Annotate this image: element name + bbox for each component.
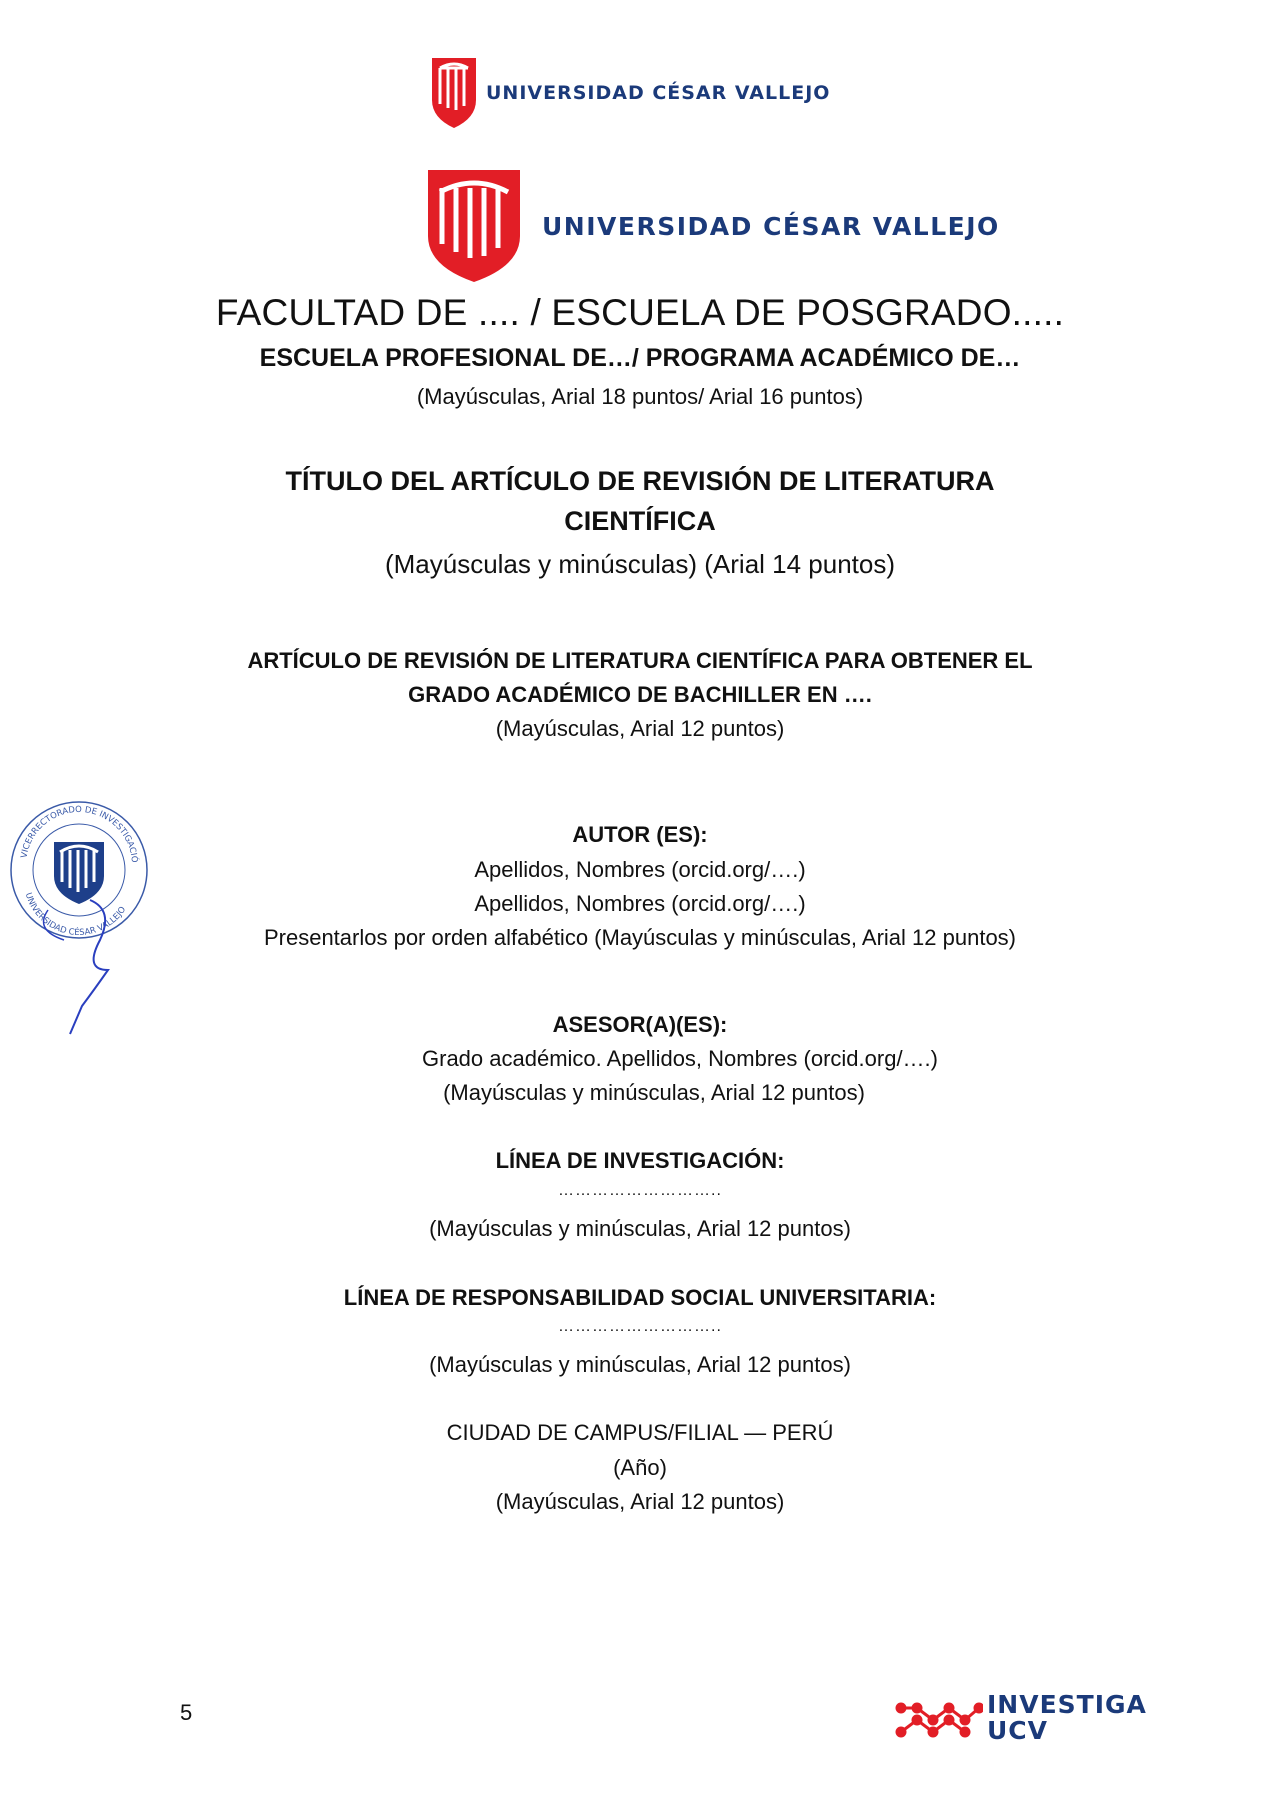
ucv-text: UCV (987, 1716, 1048, 1745)
author-item: Apellidos, Nombres (orcid.org/….) (474, 857, 806, 882)
rsu-line-format-note: (Mayúsculas y minúsculas, Arial 12 puntos) (429, 1352, 851, 1377)
page-number: 5 (180, 1700, 193, 1725)
footer-format-note: (Mayúsculas, Arial 12 puntos) (495, 1489, 785, 1514)
article-title-line1: TÍTULO DEL ARTÍCULO DE REVISIÓN DE LITERATURA (285, 466, 995, 496)
rsu-line-placeholder: ……………………….. (558, 1318, 722, 1335)
network-icon (895, 1692, 983, 1744)
faculty-heading: FACULTAD DE .... / ESCUELA DE POSGRADO..... (215, 292, 1065, 333)
seal-text-top: VICERRECTORADO DE INVESTIGACIÓ (19, 804, 140, 864)
article-purpose-line1: ARTÍCULO DE REVISIÓN DE LITERATURA CIENTÍFICA PARA OBTENER EL (247, 648, 1033, 673)
school-heading: ESCUELA PROFESIONAL DE…/ PROGRAMA ACADÉMICO DE… (259, 344, 1021, 372)
year-placeholder: (Año) (613, 1455, 667, 1480)
research-line-heading: LÍNEA DE INVESTIGACIÓN: (495, 1148, 785, 1173)
header-format-note: (Mayúsculas, Arial 18 puntos/ Arial 16 puntos) (416, 384, 864, 409)
title-format-note: (Mayúsculas y minúsculas) (Arial 14 puntos) (384, 549, 896, 579)
ucv-logo-small-text: UNIVERSIDAD CÉSAR VALLEJO (486, 82, 831, 104)
rsu-line-heading: LÍNEA DE RESPONSABILIDAD SOCIAL UNIVERSITARIA: (343, 1285, 937, 1310)
advisor-item: Grado académico. Apellidos, Nombres (orcid.org/….) (422, 1046, 938, 1071)
advisors-format-note: (Mayúsculas y minúsculas, Arial 12 puntos) (443, 1080, 865, 1105)
article-purpose-line2: GRADO ACADÉMICO DE BACHILLER EN …. (408, 682, 872, 707)
ucv-logo-main-text: UNIVERSIDAD CÉSAR VALLEJO (542, 211, 1000, 241)
ucv-shield-icon (428, 170, 520, 282)
investiga-ucv-logo (895, 1692, 1147, 1744)
article-title-line2: CIENTÍFICA (564, 506, 716, 536)
seal-text-bottom: UNIVERSIDAD CÉSAR VALLEJO (22, 891, 129, 939)
city-country: CIUDAD DE CAMPUS/FILIAL — PERÚ (446, 1420, 834, 1445)
ucv-logo-small (432, 58, 830, 128)
advisors-heading: ASESOR(A)(ES): (552, 1012, 728, 1037)
ucv-shield-icon (432, 58, 476, 128)
research-line-format-note: (Mayúsculas y minúsculas, Arial 12 puntos) (429, 1216, 851, 1241)
authors-heading: AUTOR (ES): (572, 822, 708, 847)
article-format-note: (Mayúsculas, Arial 12 puntos) (495, 716, 785, 741)
research-line-placeholder: ……………………….. (558, 1182, 722, 1199)
ucv-logo-main (428, 170, 1000, 282)
investiga-text: INVESTIGA (987, 1690, 1147, 1719)
authors-format-note: Presentarlos por orden alfabético (Mayúsculas y minúsculas, Arial 12 puntos) (263, 925, 1017, 950)
author-item: Apellidos, Nombres (orcid.org/….) (474, 891, 806, 916)
